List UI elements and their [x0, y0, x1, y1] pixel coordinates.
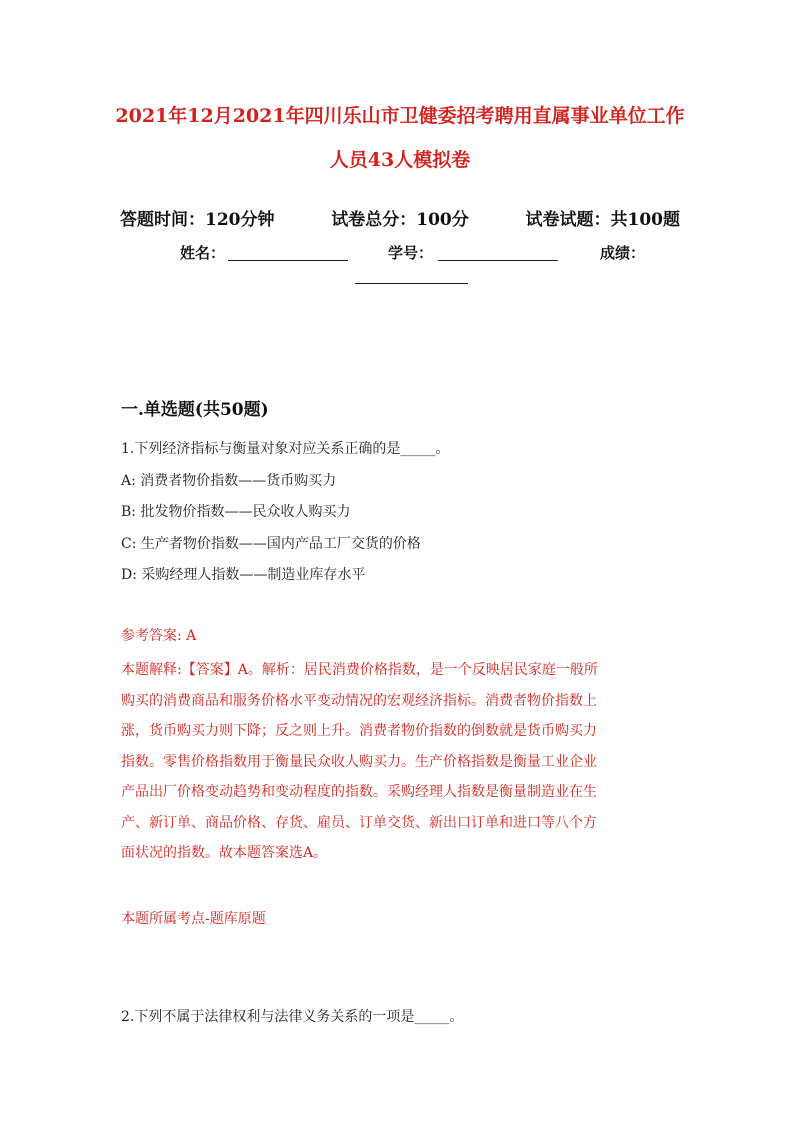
exam-meta-row — [120, 212, 680, 229]
name-label: 姓名： — [180, 244, 226, 262]
explanation-line: 指数。零售价格指数用于衡量民众收人购买力。生产价格指数是衡量工业企业 — [121, 753, 597, 770]
exam-title-line-1: 2021年12月2021年四川乐山市卫健委招考聘用直属事业单位工作 — [115, 105, 685, 127]
question-1-topic: 本题所属考点-题库原题 — [121, 911, 266, 927]
question-1-option-d[interactable]: D: 采购经理人指数——制造业库存水平 — [121, 567, 366, 583]
explanation-line: 购买的消费商品和服务价格水平变动情况的宏观经济指标。消费者物价指数上 — [121, 692, 597, 709]
explanation-line: 产、新订单、商品价格、存货、雇员、订单交货、新出口订单和进口等八个方 — [121, 814, 597, 831]
exam-title-line-2: 人员43人模拟卷 — [329, 149, 471, 171]
explanation-line: 涨，货币购买力则下降；反之则上升。消费者物价指数的倒数就是货币购买力 — [121, 723, 597, 739]
explanation-line: 本题解释:【答案】A。解析：居民消费价格指数，是一个反映居民家庭一般所 — [121, 662, 598, 678]
exam-question-count: 试卷试题：共100题 — [525, 210, 680, 230]
question-1-answer: 参考答案: A — [121, 628, 197, 644]
explanation-line: 面状况的指数。故本题答案选A。 — [121, 845, 328, 861]
question-2-stem: 2.下列不属于法律权利与法律义务关系的一项是_____。 — [121, 1009, 464, 1025]
question-1-stem: 1.下列经济指标与衡量对象对应关系正确的是_____。 — [121, 441, 450, 457]
exam-time: 答题时间：120分钟 — [120, 210, 275, 230]
student-id-blank[interactable] — [438, 260, 558, 261]
question-1-option-a[interactable]: A: 消费者物价指数——货币购买力 — [121, 473, 337, 489]
question-1-explanation — [121, 655, 681, 869]
name-blank[interactable] — [228, 260, 348, 261]
explanation-line: 产品出厂价格变动趋势和变动程度的指数。采购经理人指数是衡量制造业在生 — [121, 784, 597, 800]
score-blank[interactable] — [355, 283, 468, 284]
score-label: 成绩： — [600, 244, 646, 262]
question-1-option-b[interactable]: B: 批发物价指数——民众收人购买力 — [121, 504, 351, 520]
section-heading: 一.单选题(共50题) — [121, 400, 269, 420]
question-1-option-c[interactable]: C: 生产者物价指数——国内产品工厂交货的价格 — [121, 536, 421, 552]
student-id-label: 学号： — [388, 244, 434, 262]
exam-total-score: 试卷总分：100分 — [331, 210, 469, 230]
